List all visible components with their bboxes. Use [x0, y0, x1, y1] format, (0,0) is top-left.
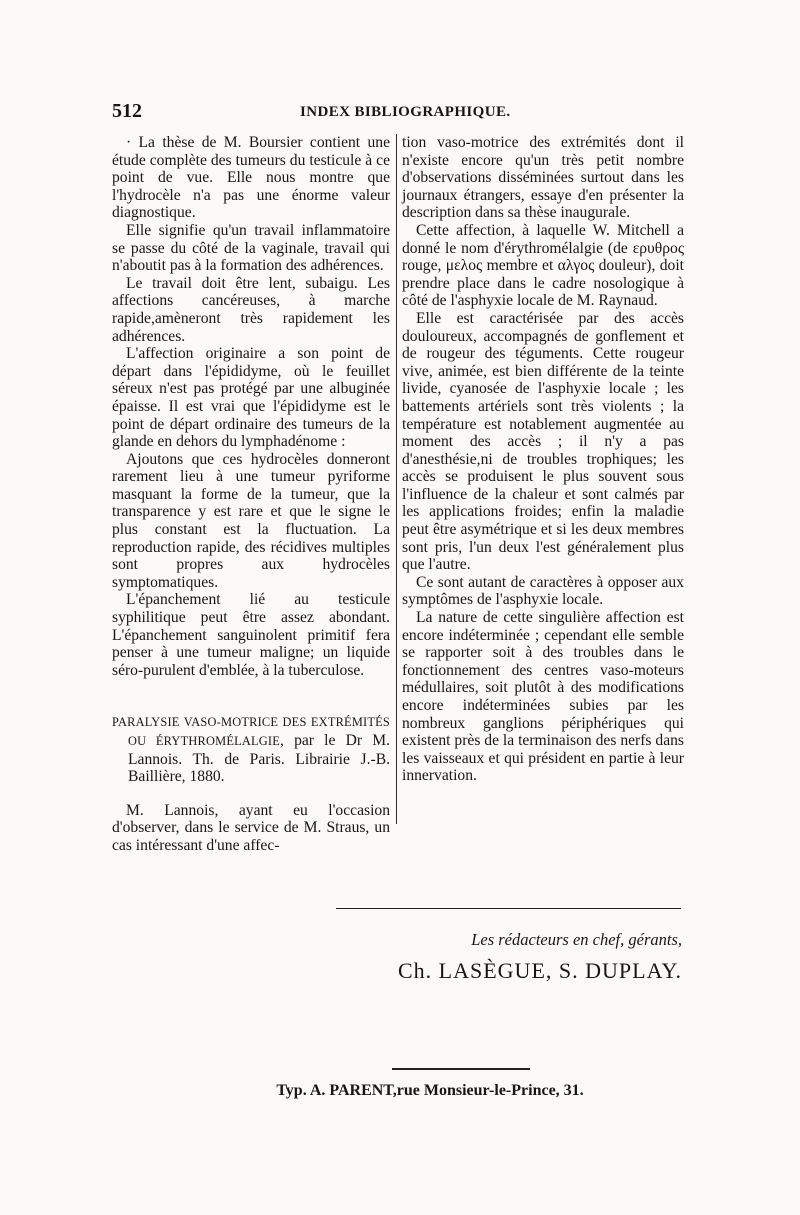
page-number: 512: [112, 100, 142, 122]
paragraph: Elle signifie qu'un travail inflammatoire se passe du côté de la vaginale, travail qui n'aboutit pas à la formation des adhérences.: [112, 221, 390, 275]
paragraph: Le travail doit être lent, subaigu. Les affections cancéreuses, à marche rapide,amèneront très rapidement les adhérences.: [112, 274, 390, 345]
horizontal-rule: [336, 908, 681, 909]
paragraph: tion vaso-motrice des extrémités dont il n'existe encore qu'un très petit nombre d'observations disséminées surtout dans les journaux étrangers, essaye d'en présenter la description dans sa thèse inaugurale.: [402, 134, 684, 222]
paragraph: L'affection originaire a son point de départ dans l'épididyme, où le feuillet séreux n'est pas protégé par une albuginée épaisse. Il est vrai que l'épididyme est le point de départ ordinaire des tumeurs de la glande en dehors du lymphadénome :: [112, 345, 390, 451]
paragraph: M. Lannois, ayant eu l'occasion d'observer, dans le service de M. Straus, un cas intéressant d'une affec-: [112, 801, 390, 854]
right-column: [402, 134, 684, 785]
signature-label: Les rédacteurs en chef, gérants,: [471, 930, 682, 949]
printer-imprint: Typ. A. PARENT,rue Monsieur-le-Prince, 31.: [276, 1082, 584, 1099]
left-column: [112, 134, 390, 855]
signature-names: Ch. LASÈGUE, S. DUPLAY.: [398, 958, 682, 983]
section-title-caps: PARALYSIE VASO-MOTRICE DES EXTRÉMITÉS OU ÉRYTHROMÉLALGIE: [112, 715, 390, 748]
section-title: [112, 713, 390, 785]
paragraph: Ce sont autant de caractères à opposer aux symptômes de l'asphyxie locale.: [402, 573, 684, 609]
column-divider: [396, 134, 397, 824]
section-title-rest: , par le Dr M. Lannois. Th. de Paris. Librairie J.-B. Baillière, 1880.: [128, 732, 390, 786]
imprint-rule: [392, 1068, 530, 1070]
paragraph: Cette affection, à laquelle W. Mitchell a donné le nom d'érythromélalgie (de ερυθρος rouge, μελος membre et αλγος douleur), doit prendre place dans le cadre nosologique à côté de l'asphyxie locale de M. Raynaud.: [402, 221, 684, 310]
paragraph: Elle est caractérisée par des accès douloureux, accompagnés de gonflement et de rougeur des téguments. Cette rougeur vive, animée, est bien différente de la teinte livide, cyanosée de l'asphyxie locale ; les battements artériels sont très violents ; la température est notablement augmentée au moment des accès ; il n'y a pas d'anesthésie,ni de troubles trophiques; les accès se produisent le plus souvent sous l'influence de la chaleur et sont calmés par les applications froides; enfin la maladie peut être asymétrique et si les deux membres sont pris, l'un deux l'est généralement plus que l'autre.: [402, 309, 684, 574]
paragraph: · La thèse de M. Boursier contient une étude complète des tumeurs du testicule à ce point de vue. Elle nous montre que l'hydrocèle n'a pas une énorme valeur diagnostique.: [112, 134, 390, 222]
paragraph: Ajoutons que ces hydrocèles donneront rarement lieu à une tumeur pyriforme masquant la forme de la tumeur, que la transparence y est rare et que le signe le plus constant est la fluctuation. La reproduction rapide, des récidives multiples sont propres aux hydrocèles symptomatiques.: [112, 450, 390, 591]
page-header: [112, 100, 702, 126]
running-head: INDEX BIBLIOGRAPHIQUE.: [300, 104, 511, 120]
paragraph: La nature de cette singulière affection est encore indéterminée ; cependant elle semble se rapporter soit à des troubles dans le fonctionnement des centres vaso-moteurs médullaires, soit plutôt à des modifications encore indéterminées subies par les nombreux ganglions périphériques qui existent près de la terminaison des nerfs dans les vaisseaux et qui président en partie à leur innervation.: [402, 609, 684, 785]
paragraph: L'épanchement lié au testicule syphilitique peut être assez abondant. L'épanchement sanguinolent primitif fera penser à une tumeur maligne; un liquide séro-purulent d'emblée, à la tuberculose.: [112, 591, 390, 679]
